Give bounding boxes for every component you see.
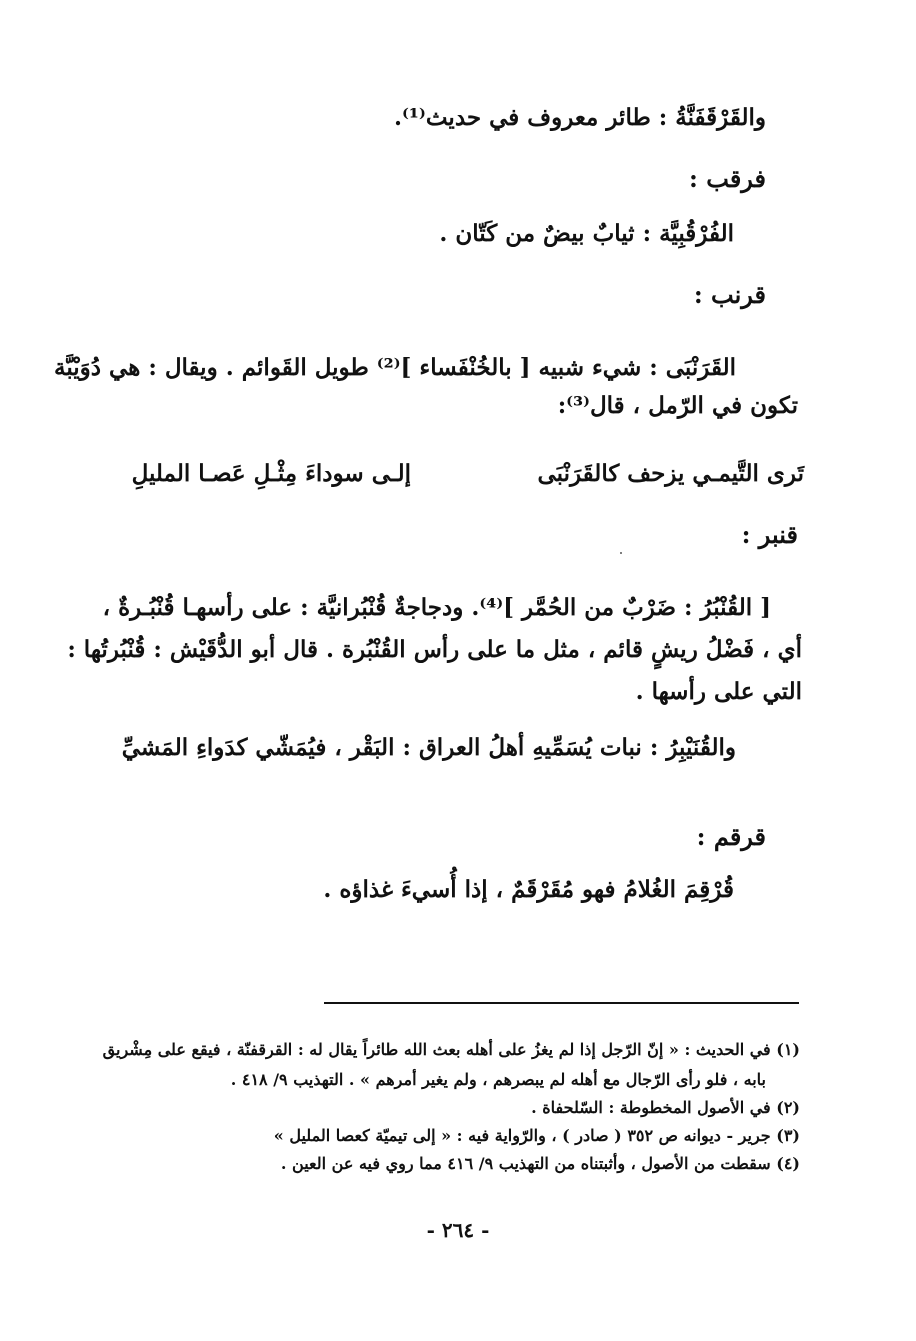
footnote-1-line-2: بابه ، فلو رأى الرّجال مع أهله لم يبصرهم ، ولم يغير أمرهم » . التهذيب ٩/ ٤١٨ .: [230, 1070, 766, 1089]
print-speck: [620, 552, 622, 554]
entry-qunbur-line-1: [ القُنْبُرُ : ضَرْبٌ من الحُمَّر ]⁽⁴⁾. ودجاجةٌ قُنْبُرانيَّة : على رأسهـا قُنْبُـرةٌ ،: [102, 594, 771, 621]
entry-qaranba-line-1: القَرَنْبَى : شيء شبيه [ بالخُنْفَساء ]⁽²⁾ طويل القَوائم . ويقال : هي دُوَيْبَّة: [54, 354, 736, 381]
footnote-3: (٣) جرير - ديوانه ص ٣٥٢ ( صادر ) ، والرّواية فيه : « إلى تيميّة كعصا المليل »: [273, 1126, 800, 1145]
verse-second-hemistich: إلـى سوداءَ مِثْـلِ عَصـا المليلِ: [131, 460, 411, 487]
entry-qarqafanna: والقَرْقَفَنَّةُ : طائر معروف في حديث⁽¹⁾.: [394, 104, 766, 131]
entry-qunaybir: والقُنَيْبِرُ : نبات يُسَمِّيهِ أهلُ العراق : البَقْر ، فيُمَشّي كدَواءِ المَشيِّ: [121, 734, 736, 761]
footnote-separator: [324, 1002, 799, 1004]
entry-qunbur-line-2: أي ، فَضْلُ ريشٍ قائم ، مثل ما على رأس القُنْبُرة . قال أبو الدُّقَيْش : قُنْبُرتُها :: [67, 636, 802, 663]
footnote-1-line-1: (١) في الحديث : « إنّ الرّجل إذا لم يغزُ على أهله بعث الله طائراً يقال له : القرقفنّة ، فيقع على مِشْريق: [102, 1040, 800, 1059]
footnote-2: (٢) في الأصول المخطوطة : السّلحفاة .: [531, 1098, 800, 1117]
heading-farqab: فرقب :: [689, 164, 766, 193]
footnote-4: (٤) سقطت من الأصول ، وأثبتناه من التهذيب ٩/ ٤١٦ مما روي فيه عن العين .: [280, 1154, 800, 1173]
heading-qarqam: قرقم :: [696, 822, 766, 851]
entry-qurqima: قُرْقِمَ الغُلامُ فهو مُقَرْقَمٌ ، إذا أُسيءَ غذاؤه .: [323, 876, 734, 903]
verse-first-hemistich: تَرى التَّيمـي يزحف كالقَرَنْبَى: [537, 460, 804, 487]
page-number: - ٢٦٤ -: [426, 1218, 490, 1242]
heading-qarnab: قرنب :: [693, 280, 766, 309]
entry-furqubiyya: الفُرْقُبِيَّة : ثيابٌ بيضٌ من كَتّان .: [439, 220, 734, 247]
entry-qunbur-line-3: التي على رأسها .: [635, 678, 802, 705]
heading-qunbur: قنبر :: [741, 520, 798, 549]
entry-qaranba-line-2: تكون في الرّمل ، قال⁽³⁾:: [557, 392, 798, 419]
